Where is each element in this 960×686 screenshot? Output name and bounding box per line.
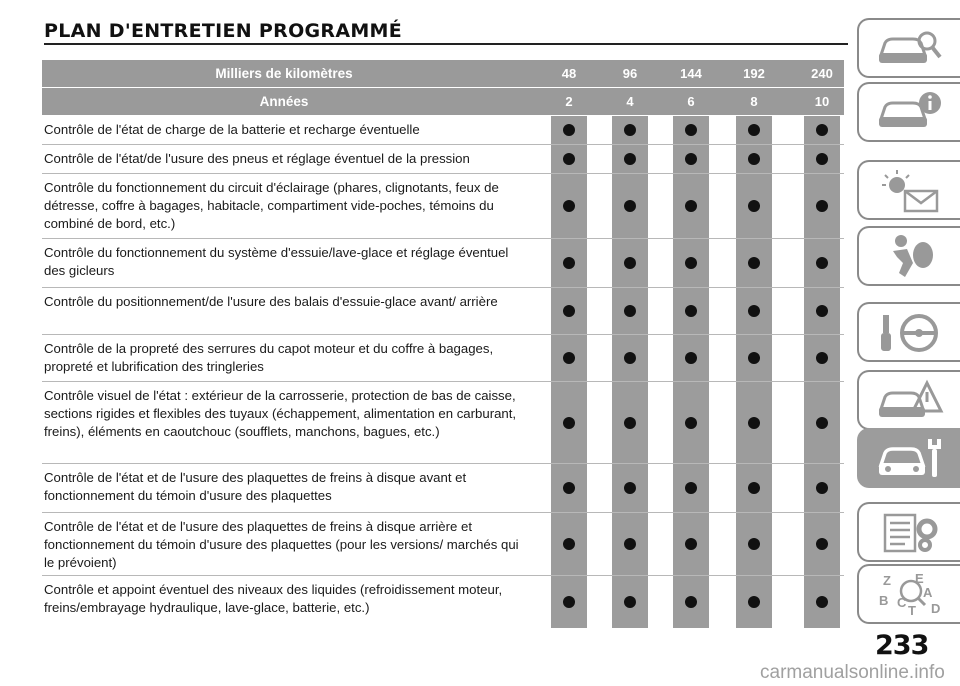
table-row	[42, 174, 844, 239]
year-cell: 6	[687, 94, 695, 109]
table-row	[42, 239, 844, 288]
task-label: Contrôle de l'état et de l'usure des plaquettes de freins à disque avant et fonctionnement du témoin d'usure des plaquettes	[44, 470, 467, 503]
table-row	[42, 382, 844, 464]
check-dot	[685, 124, 697, 136]
check-dot	[563, 482, 575, 494]
check-dot	[816, 538, 828, 550]
task-label: Contrôle de l'état de charge de la batterie et recharge éventuelle	[44, 122, 420, 137]
tab-alphabet-index[interactable]	[857, 564, 960, 624]
index-letter: C	[896, 595, 906, 610]
tab-car-info[interactable]	[857, 82, 960, 142]
check-dot	[624, 124, 636, 136]
check-dot	[748, 482, 760, 494]
km-cell: 96	[622, 66, 638, 81]
tab-light-warning[interactable]	[857, 160, 960, 220]
page-number: 233	[875, 630, 929, 661]
check-dot	[748, 153, 760, 165]
km-cell: 48	[561, 66, 577, 81]
index-letter: A	[922, 585, 932, 600]
light-warning-icon	[875, 167, 945, 213]
list-gear-icon	[875, 509, 945, 555]
alphabet-index-icon	[875, 571, 945, 617]
title-rule	[44, 43, 848, 45]
tab-list-gear[interactable]	[857, 502, 960, 562]
check-dot	[563, 200, 575, 212]
check-dot	[816, 153, 828, 165]
task-label: Contrôle et appoint éventuel des niveaux des liquides (refroidissement moteur, freins/embrayage hydraulique, lave-glace, batterie, etc.)	[44, 582, 503, 615]
year-cell: 2	[565, 94, 573, 109]
check-dot	[748, 352, 760, 364]
header-km-label: Milliers de kilomètres	[215, 65, 353, 81]
check-dot	[748, 257, 760, 269]
check-dot	[563, 417, 575, 429]
check-dot	[816, 352, 828, 364]
check-dot	[816, 417, 828, 429]
check-dot	[563, 596, 575, 608]
check-dot	[624, 200, 636, 212]
check-dot	[748, 200, 760, 212]
check-dot	[563, 124, 575, 136]
table-row	[42, 513, 844, 576]
year-cell: 4	[626, 94, 634, 109]
check-dot	[624, 305, 636, 317]
task-label: Contrôle du positionnement/de l'usure des balais d'essuie-glace avant/ arrière	[44, 294, 498, 309]
check-dot	[563, 257, 575, 269]
car-search-icon	[875, 25, 945, 71]
task-label: Contrôle de l'état et de l'usure des plaquettes de freins à disque arrière et fonctionnement du témoin d'usure des plaquettes (pour les versions/ marchés qui le prévoient)	[44, 519, 519, 570]
key-steering-wheel-icon	[875, 309, 945, 355]
check-dot	[816, 200, 828, 212]
check-dot	[816, 257, 828, 269]
year-cell: 8	[750, 94, 758, 109]
check-dot	[685, 596, 697, 608]
check-dot	[748, 538, 760, 550]
year-cell: 10	[814, 94, 830, 109]
maintenance-table	[42, 60, 844, 628]
check-dot	[748, 124, 760, 136]
task-label: Contrôle visuel de l'état : extérieur de la carrosserie, protection de bas de caisse, sections rigides et flexibles des tuyaux (échappement, alimentation en carburant, freins), éléments en caoutchouc (soufflets, manchons, bagues, etc.)	[44, 388, 517, 439]
index-letter: T	[907, 603, 916, 617]
check-dot	[685, 257, 697, 269]
table-row	[42, 116, 844, 145]
check-dot	[685, 200, 697, 212]
check-dot	[563, 352, 575, 364]
header-years-label: Années	[259, 93, 309, 109]
check-dot	[685, 482, 697, 494]
check-dot	[685, 153, 697, 165]
check-dot	[624, 352, 636, 364]
table-row	[42, 335, 844, 382]
check-dot	[748, 596, 760, 608]
page-title: PLAN D'ENTRETIEN PROGRAMMÉ	[44, 20, 403, 42]
km-cell: 192	[743, 66, 765, 81]
check-dot	[624, 596, 636, 608]
tab-car-search[interactable]	[857, 18, 960, 78]
car-crash-warning-icon	[875, 377, 945, 423]
task-label: Contrôle de la propreté des serrures du capot moteur et du coffre à bagages, propreté et lubrification des tringleries	[44, 341, 494, 374]
check-dot	[624, 153, 636, 165]
check-dot	[563, 153, 575, 165]
check-dot	[563, 305, 575, 317]
index-letter: B	[878, 593, 888, 608]
check-dot	[624, 482, 636, 494]
check-dot	[816, 596, 828, 608]
check-dot	[624, 417, 636, 429]
task-label: Contrôle de l'état/de l'usure des pneus et réglage éventuel de la pression	[44, 151, 470, 166]
tab-car-wrench[interactable]	[857, 428, 960, 488]
index-letter: Z	[882, 573, 891, 588]
check-dot	[816, 124, 828, 136]
check-dot	[816, 482, 828, 494]
check-dot	[563, 538, 575, 550]
header-years-row	[42, 88, 844, 116]
watermark: carmanualsonline.info	[760, 662, 945, 683]
tab-airbag-person[interactable]	[857, 226, 960, 286]
car-info-icon	[875, 89, 945, 135]
check-dot	[748, 305, 760, 317]
check-dot	[685, 538, 697, 550]
tab-car-crash[interactable]	[857, 370, 960, 430]
check-dot	[624, 257, 636, 269]
table-row	[42, 576, 844, 628]
car-wrench-icon	[875, 435, 945, 481]
km-cell: 144	[680, 66, 702, 81]
table-row	[42, 288, 844, 335]
check-dot	[685, 352, 697, 364]
task-label: Contrôle du fonctionnement du circuit d'éclairage (phares, clignotants, feux de détresse, coffre à bagages, habitacle, compartiment vide-poches, témoins du combiné de bord, etc.)	[44, 180, 499, 231]
table-row	[42, 464, 844, 513]
check-dot	[748, 417, 760, 429]
airbag-person-icon	[875, 233, 945, 279]
table-row	[42, 145, 844, 174]
tab-key-steering[interactable]	[857, 302, 960, 362]
km-cell: 240	[811, 66, 833, 81]
check-dot	[685, 417, 697, 429]
task-label: Contrôle du fonctionnement du système d'essuie/lave-glace et réglage éventuel des gicleurs	[44, 245, 509, 278]
check-dot	[624, 538, 636, 550]
check-dot	[685, 305, 697, 317]
index-letter: D	[930, 601, 940, 616]
check-dot	[816, 305, 828, 317]
index-letter: E	[914, 571, 924, 586]
header-km-row	[42, 60, 844, 88]
